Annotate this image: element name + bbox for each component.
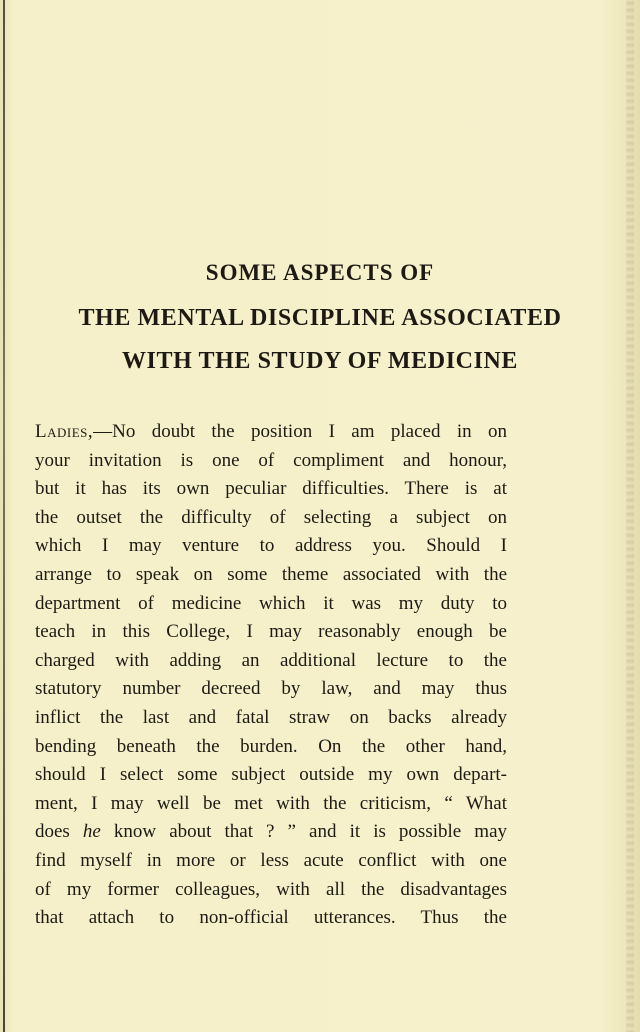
body-line: bending beneath the burden. On the other hand,	[35, 735, 507, 757]
body-line: that attach to non-official utterances. Thus the	[35, 907, 507, 929]
body-line: arrange to speak on some theme associated with the	[35, 563, 507, 585]
body-line: find myself in more or less acute conflict with one	[35, 849, 507, 871]
italic-word: he	[82, 821, 101, 843]
heading-line-1: SOME ASPECTS OF	[205, 260, 435, 285]
page-edge-shadow	[626, 0, 634, 1032]
body-line: inflict the last and fatal straw on backs already	[35, 706, 507, 728]
body-line: statutory number decreed by law, and may thus	[35, 678, 507, 700]
body-line: your invitation is one of compliment and honour,	[35, 449, 507, 471]
body-line: charged with adding an additional lecture to the	[35, 649, 507, 671]
body-line: ment, I may well be met with the criticism, “ What	[35, 792, 507, 814]
body-line-1-text: —No doubt the position I am placed in on	[93, 421, 507, 442]
body-line-15-start: does	[35, 821, 83, 843]
body-line-1	[35, 418, 507, 447]
heading-line-2: THE MENTAL DISCIPLINE ASSOCIATED	[78, 305, 562, 331]
salutation: Ladies,	[35, 421, 94, 442]
body-line: but it has its own peculiar difficulties. There is at	[35, 478, 507, 500]
body-line-15-end: know about that ? ” and it is possible may	[100, 821, 507, 843]
body-line: of my former colleagues, with all the disadvantages	[35, 878, 507, 900]
body-line: teach in this College, I may reasonably enough be	[35, 621, 507, 643]
body-line: which I may venture to address you. Should I	[35, 535, 507, 557]
heading-line-3: WITH THE STUDY OF MEDICINE	[121, 348, 519, 374]
body-line-15	[35, 818, 507, 847]
body-line: the outset the difficulty of selecting a subject on	[35, 506, 507, 528]
body-line: should I select some subject outside my own depart-	[35, 764, 507, 786]
body-line: department of medicine which it was my duty to	[35, 592, 507, 614]
binding-edge	[3, 0, 5, 1032]
body-paragraph	[35, 418, 507, 933]
